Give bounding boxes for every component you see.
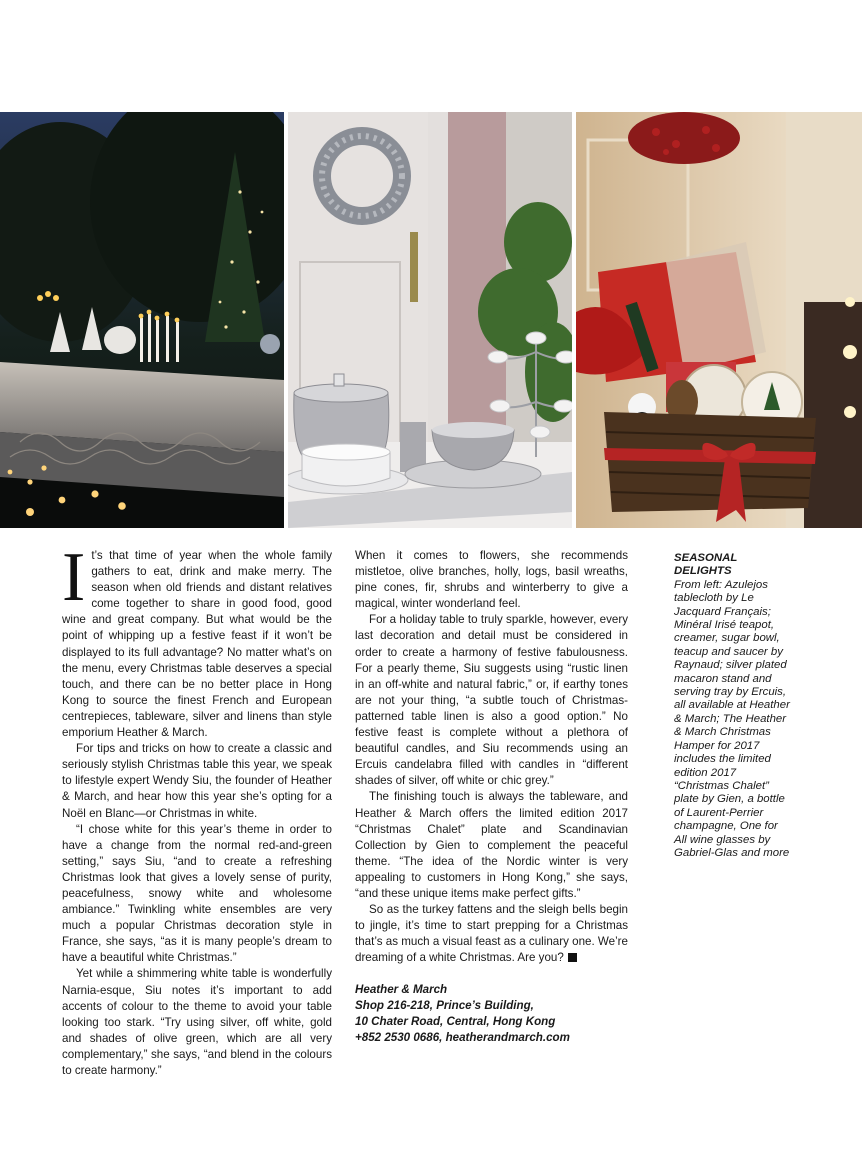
drop-cap: I [62,539,86,616]
article-paragraph: When it comes to flowers, she recommends mistletoe, olive branches, holly, logs, basil wreaths, pine cones, fir, shrubs and winterberry to give a magical, winter wonderland feel. [355,549,628,611]
article-paragraph: For tips and tricks on how to create a classic and seriously stylish Christmas table this year, we speak to lifestyle expert Wendy Siu, the founder of Heather & March, and hear how this year she’s opting for a Noël en Blanc—or Christmas in white. [62,742,332,820]
article-paragraph: The finishing touch is always the tableware, and Heather & March offers the limited edition 2017 “Christmas Chalet” plate and Scandinavian Collection by Gien to complement the peaceful theme. “The idea of the Nordic winter is very appealing to customers in Hong Kong,” she says, “and these unique items make perfect gifts.” [355,790,628,900]
article-paragraph: For a holiday table to truly sparkle, however, every last decoration and detail must be considered in order to create a harmony of festive fabulousness. For a pearly theme, Siu suggests using “rustic linen in an off-white and natural fabric,” or, if earthy tones are not your thing, “a subtle touch of Christmas-patterned table linen is also a good option.” No festive feast is complete without a plethora of beautiful candles, and Siu recommends using an Ercuis candelabra filled with candles in “different shades of silver, off white or chic grey.” [355,613,628,788]
article-column-2 [355,548,628,1046]
white-tableware-teaset-photo [288,112,572,528]
caption-body: From left: Azulejos tablecloth by Le Jacquard Français; Minéral Irisé teapot, creamer, sugar bowl, teacup and saucer by Raynaud; silver plated macaron stand and serving tray by Ercuis, all available at Heather & March; The Heather & March Christmas Hamper for 2017 includes the limited edition 2017 “Christmas Chalet” plate by Gien, a bottle of Laurent-Perrier champagne, One for All wine glasses by Gabriel-Glas and more [674,578,790,859]
store-contact: +852 2530 0686, heatherandmarch.com [355,1031,570,1045]
caption-title: SEASONAL DELIGHTS [674,552,738,578]
photo-caption [674,552,792,860]
article-intro-text: t’s that time of year when the whole family gathers to eat, drink and make merry. The season when old friends and distant relatives come together to share in good food, good wine and great company. But what would be the point of whipping up a festive feast if it won’t be displayed to its full advantage? No matter what’s on the menu, every Christmas table deserves a special touch, and there can be no better place in Hong Kong to source the finest French and European centrepieces, tableware, silver and linens than style emporium Heather & March. [62,549,332,740]
end-mark-icon [568,953,577,962]
article-paragraph [355,902,628,966]
store-shop: Shop 216-218, Prince’s Building, [355,999,534,1013]
article-column-1 [62,539,332,1079]
article-paragraph [62,539,332,741]
photo-strip [0,112,862,528]
store-street: 10 Chater Road, Central, Hong Kong [355,1015,556,1029]
article-closing-text: So as the turkey fattens and the sleigh bells begin to jingle, it’s time to start prepping for a Christmas that’s as much a visual feast as a culinary one. We’re dreaming of a white Christmas. Are you? [355,903,628,965]
store-address [355,982,628,1046]
christmas-hamper-basket-photo [576,112,862,528]
article-paragraph: “I chose white for this year’s theme in order to have a change from the normal red-and-green setting,” says Siu, “and to create a refreshing Christmas look that gives a lovely sense of purity, peacefulness, snowy white and wholesome ambiance.” Twinkling white ensembles are very much a popular Christmas decoration style in France, she says, “as it is many people’s dream to have a beautiful white Christmas.” [62,822,332,965]
article-paragraph: Yet while a shimmering white table is wonderfully Narnia-esque, Siu notes it’s important to add accents of colour to the theme to avoid your table looking too stark. “Try using silver, off white, gold and shades of olive green, which are all very complementary,” she says, “and blend in the colours to create harmony.” [62,967,332,1077]
outdoor-white-christmas-table-photo [0,112,284,528]
store-name: Heather & March [355,983,448,997]
